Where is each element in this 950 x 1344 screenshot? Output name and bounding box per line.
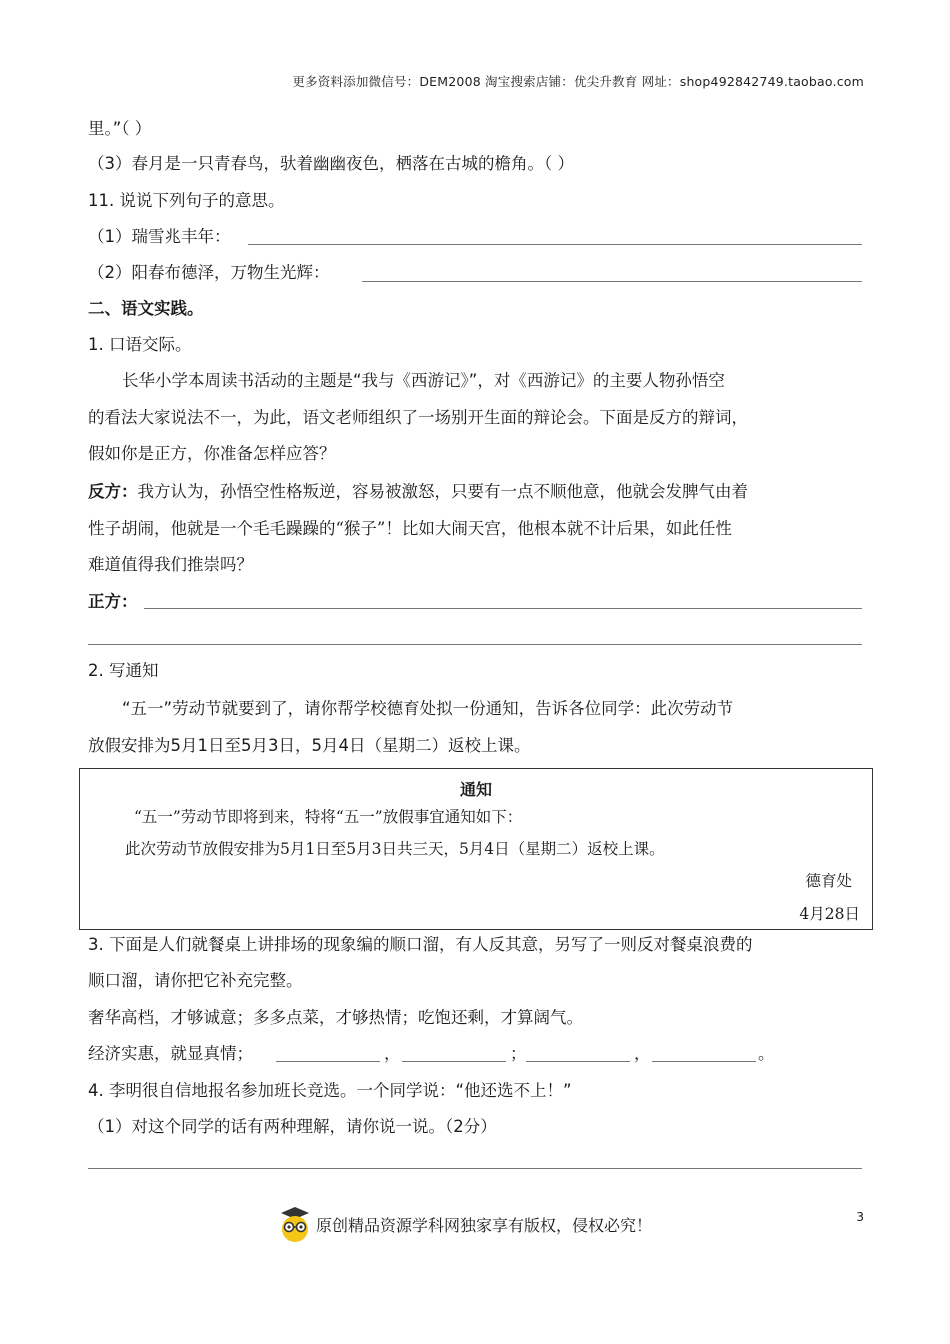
q11-answer-line-1[interactable] <box>248 244 862 245</box>
notice-line-2: 此次劳动节放假安排为5月1日至5月3日共三天，5月4日（星期二）返校上课。 <box>125 840 665 858</box>
fan-fang-label: 反方： <box>88 482 138 501</box>
footer-copyright: 原创精品资源学科网独家享有版权，侵权必究！ <box>316 1215 653 1235</box>
q1-paragraph-line-1: 长华小学本周读书活动的主题是“我与《西游记》”，对《西游记》的主要人物孙悟空 <box>122 371 725 390</box>
zheng-fang-label: 正方： <box>88 592 138 611</box>
notice-line-1: “五一”劳动节即将到来，特将“五一”放假事宜通知如下： <box>134 808 523 826</box>
fan-fang-line-2: 性子胡闹，他就是一个毛毛躁躁的“猴子”！比如大闹天宫，他根本就不计后果，如此任性 <box>88 519 732 538</box>
q1-title: 1. 口语交际。 <box>88 335 192 354</box>
q11-title: 11. 说说下列句子的意思。 <box>88 191 285 210</box>
q3-blank-4[interactable] <box>652 1061 756 1062</box>
q2-title: 2. 写通知 <box>88 661 159 680</box>
notice-date: 4月28日 <box>799 905 860 923</box>
q1-paragraph-line-3: 假如你是正方，你准备怎样应答？ <box>88 444 336 463</box>
q3-title-line-2: 顺口溜，请你把它补充完整。 <box>88 971 303 990</box>
zheng-fang-answer-line-1[interactable] <box>144 608 862 609</box>
scholar-mascot-icon <box>278 1204 312 1244</box>
notice-sign: 德育处 <box>805 872 852 890</box>
q10-item-3: （3）春月是一只青春鸟，驮着幽幽夜色，栖落在古城的檐角。（ ） <box>88 154 574 173</box>
section-2-title: 二、语文实践。 <box>88 299 204 318</box>
q3-sep-1: ， <box>384 1044 401 1063</box>
q4-answer-line[interactable] <box>88 1168 862 1169</box>
q11-item-2: （2）阳春布德泽，万物生光辉： <box>88 263 330 282</box>
q3-title-line-1: 3. 下面是人们就餐桌上讲排场的现象编的顺口溜，有人反其意，另写了一则反对餐桌浪费的 <box>88 935 753 954</box>
page-number: 3 <box>856 1210 864 1224</box>
q3-blank-3[interactable] <box>526 1061 630 1062</box>
q2-paragraph-line-2: 放假安排为5月1日至5月3日，5月4日（星期二）返校上课。 <box>88 736 531 755</box>
q2-paragraph-line-1: “五一”劳动节就要到了，请你帮学校德育处拟一份通知，告诉各位同学：此次劳动节 <box>122 699 734 718</box>
q3-end: 。 <box>758 1044 775 1063</box>
q4-title: 4. 李明很自信地报名参加班长竞选。一个同学说：“他还选不上！” <box>88 1081 572 1100</box>
notice-box <box>79 768 873 930</box>
q1-paragraph-line-2: 的看法大家说法不一，为此，语文老师组织了一场别开生面的辩论会。下面是反方的辩词， <box>88 408 748 427</box>
fan-fang-text-1: 我方认为，孙悟空性格叛逆，容易被激怒，只要有一点不顺他意，他就会发脾气由着 <box>137 482 748 501</box>
footer <box>278 1204 652 1244</box>
q11-item-1: （1）瑞雪兆丰年： <box>88 227 231 246</box>
page-header: 更多资料添加微信号：DEM2008 淘宝搜索店铺：优尖升教育 网址：shop492842749.taobao.com <box>292 74 864 89</box>
q3-verse: 奢华高档，才够诚意；多多点菜，才够热情；吃饱还剩，才算阔气。 <box>88 1008 583 1027</box>
q3-fill-lead: 经济实惠，就显真情； <box>88 1044 253 1063</box>
q3-blank-1[interactable] <box>276 1061 380 1062</box>
fan-fang-line-1 <box>88 481 748 503</box>
q3-sep-3: ， <box>634 1044 651 1063</box>
zheng-fang-answer-line-2[interactable] <box>88 644 862 645</box>
q11-answer-line-2[interactable] <box>362 281 862 282</box>
q3-sep-2: ； <box>510 1044 527 1063</box>
notice-title: 通知 <box>459 780 492 799</box>
q3-blank-2[interactable] <box>402 1061 506 1062</box>
fan-fang-line-3: 难道值得我们推崇吗？ <box>88 555 253 574</box>
q10-continuation: 里。”（ ） <box>88 119 152 138</box>
q4-item-1: （1）对这个同学的话有两种理解，请你说一说。（2分） <box>88 1117 497 1136</box>
